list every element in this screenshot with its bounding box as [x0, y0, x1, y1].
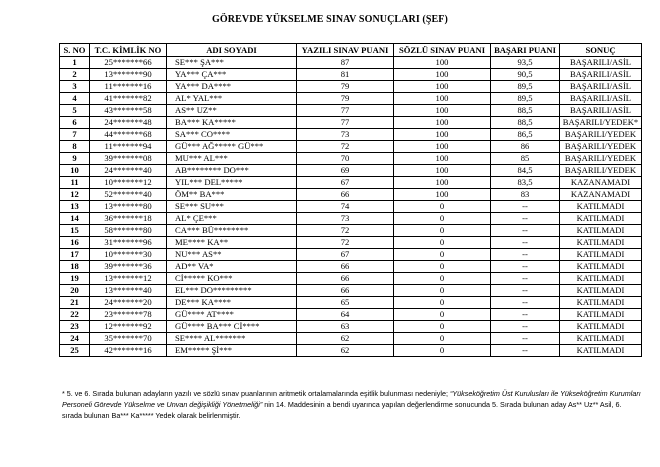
cell-oral-score: 100 — [394, 141, 491, 153]
footnote-text-end: nin 14. Maddesinin a bendi uyarınca yapılan değerlendirme sonucunda 5. Sırada bulunan aday As** Uz** Asil, 6. sırada bulunan Ba*** Ka***** Yedek olarak belirlenmiştir. — [62, 400, 622, 420]
cell-sno: 3 — [60, 81, 90, 93]
cell-success-score: -- — [491, 213, 560, 225]
cell-result: BAŞARILI/YEDEK — [560, 129, 642, 141]
cell-oral-score: 0 — [394, 285, 491, 297]
cell-written-score: 72 — [297, 237, 394, 249]
cell-oral-score: 0 — [394, 273, 491, 285]
cell-tc-no: 39*******36 — [90, 261, 167, 273]
cell-result: BAŞARILI/ASİL — [560, 57, 642, 69]
cell-sno: 17 — [60, 249, 90, 261]
table-row — [60, 201, 642, 213]
cell-sno: 25 — [60, 345, 90, 357]
cell-sno: 13 — [60, 201, 90, 213]
table-row — [60, 237, 642, 249]
cell-result: BAŞARILI/ASİL — [560, 69, 642, 81]
cell-result: BAŞARILI/YEDEK — [560, 141, 642, 153]
cell-tc-no: 23*******78 — [90, 309, 167, 321]
cell-sno: 12 — [60, 189, 90, 201]
cell-oral-score: 0 — [394, 213, 491, 225]
cell-name: DE*** KA**** — [167, 297, 297, 309]
cell-written-score: 77 — [297, 117, 394, 129]
cell-tc-no: 10*******12 — [90, 177, 167, 189]
table-body — [60, 57, 642, 357]
cell-success-score: 86 — [491, 141, 560, 153]
cell-result: KATILMADI — [560, 201, 642, 213]
cell-sno: 20 — [60, 285, 90, 297]
cell-success-score: -- — [491, 201, 560, 213]
cell-oral-score: 100 — [394, 189, 491, 201]
cell-name: AL* YAL*** — [167, 93, 297, 105]
cell-result: KATILMADI — [560, 213, 642, 225]
cell-success-score: 88,5 — [491, 105, 560, 117]
cell-tc-no: 52*******40 — [90, 189, 167, 201]
table-row — [60, 189, 642, 201]
table-row — [60, 285, 642, 297]
cell-name: MU*** AL*** — [167, 153, 297, 165]
cell-written-score: 67 — [297, 177, 394, 189]
cell-success-score: 93,5 — [491, 57, 560, 69]
footnote — [62, 388, 642, 421]
cell-result: BAŞARILI/ASİL — [560, 93, 642, 105]
cell-sno: 24 — [60, 333, 90, 345]
cell-oral-score: 0 — [394, 321, 491, 333]
cell-written-score: 81 — [297, 69, 394, 81]
cell-tc-no: 31*******96 — [90, 237, 167, 249]
header-result: SONUÇ — [560, 44, 642, 57]
table-row — [60, 273, 642, 285]
cell-name: SE*** SU*** — [167, 201, 297, 213]
cell-oral-score: 100 — [394, 69, 491, 81]
cell-result: BAŞARILI/YEDEK — [560, 153, 642, 165]
cell-tc-no: 25*******66 — [90, 57, 167, 69]
cell-sno: 15 — [60, 225, 90, 237]
header-success-score: BAŞARI PUANI — [491, 44, 560, 57]
cell-name: AD** VA* — [167, 261, 297, 273]
header-sno: S. NO — [60, 44, 90, 57]
cell-written-score: 74 — [297, 201, 394, 213]
cell-sno: 1 — [60, 57, 90, 69]
cell-name: YIL*** DEL***** — [167, 177, 297, 189]
cell-name: BA*** KA***** — [167, 117, 297, 129]
cell-sno: 11 — [60, 177, 90, 189]
cell-result: KATILMADI — [560, 225, 642, 237]
cell-result: KATILMADI — [560, 249, 642, 261]
table-row — [60, 225, 642, 237]
cell-written-score: 73 — [297, 129, 394, 141]
cell-name: AL* ÇE*** — [167, 213, 297, 225]
page-title: GÖREVDE YÜKSELME SINAV SONUÇLARI (ŞEF) — [212, 14, 448, 25]
cell-success-score: -- — [491, 249, 560, 261]
cell-success-score: -- — [491, 297, 560, 309]
cell-written-score: 66 — [297, 189, 394, 201]
cell-sno: 10 — [60, 165, 90, 177]
cell-sno: 7 — [60, 129, 90, 141]
cell-written-score: 72 — [297, 225, 394, 237]
cell-result: BAŞARILI/ASİL — [560, 81, 642, 93]
footnote-regulation-title: “Yükseköğretim Üst Kurulusları ile Yükseköğretim Kurumları Personeli Görevde Yükselme ve Unvan değişikliği Yönetmeliği” — [62, 389, 641, 409]
cell-tc-no: 36*******18 — [90, 213, 167, 225]
cell-result: BAŞARILI/YEDEK — [560, 165, 642, 177]
cell-tc-no: 43*******58 — [90, 105, 167, 117]
cell-written-score: 66 — [297, 261, 394, 273]
cell-result: KATILMADI — [560, 333, 642, 345]
table-row — [60, 153, 642, 165]
cell-tc-no: 13*******12 — [90, 273, 167, 285]
cell-success-score: 86,5 — [491, 129, 560, 141]
cell-tc-no: 24*******48 — [90, 117, 167, 129]
table-row — [60, 69, 642, 81]
header-written-score: YAZILI SINAV PUANI — [297, 44, 394, 57]
cell-tc-no: 13*******90 — [90, 69, 167, 81]
table-row — [60, 297, 642, 309]
cell-name: ÖM** BA*** — [167, 189, 297, 201]
cell-oral-score: 100 — [394, 117, 491, 129]
cell-written-score: 72 — [297, 141, 394, 153]
table-row — [60, 309, 642, 321]
results-table — [59, 43, 642, 357]
cell-written-score: 62 — [297, 333, 394, 345]
cell-written-score: 70 — [297, 153, 394, 165]
cell-tc-no: 44*******68 — [90, 129, 167, 141]
cell-result: BAŞARILI/ASİL — [560, 105, 642, 117]
table-row — [60, 321, 642, 333]
cell-sno: 21 — [60, 297, 90, 309]
cell-result: KATILMADI — [560, 345, 642, 357]
cell-sno: 6 — [60, 117, 90, 129]
cell-sno: 18 — [60, 261, 90, 273]
cell-success-score: 84,5 — [491, 165, 560, 177]
cell-oral-score: 0 — [394, 201, 491, 213]
cell-oral-score: 0 — [394, 333, 491, 345]
cell-result: KATILMADI — [560, 297, 642, 309]
cell-result: KATILMADI — [560, 309, 642, 321]
cell-written-score: 77 — [297, 105, 394, 117]
cell-name: GÜ**** BA*** Cİ**** — [167, 321, 297, 333]
table-row — [60, 261, 642, 273]
cell-name: Cİ***** KO*** — [167, 273, 297, 285]
cell-success-score: -- — [491, 333, 560, 345]
cell-written-score: 64 — [297, 309, 394, 321]
cell-oral-score: 100 — [394, 177, 491, 189]
cell-success-score: -- — [491, 309, 560, 321]
cell-sno: 23 — [60, 321, 90, 333]
cell-sno: 8 — [60, 141, 90, 153]
table-row — [60, 81, 642, 93]
footnote-text: * 5. ve 6. Sırada bulunan adayların yazılı ve sözlü sınav puanlarının aritmetik ortalamalarında eşitlik bulunması nedeniyle; — [62, 389, 448, 398]
cell-written-score: 69 — [297, 165, 394, 177]
cell-name: SE*** ŞA*** — [167, 57, 297, 69]
cell-result: KATILMADI — [560, 273, 642, 285]
cell-success-score: -- — [491, 237, 560, 249]
cell-oral-score: 100 — [394, 81, 491, 93]
cell-tc-no: 24*******20 — [90, 297, 167, 309]
cell-tc-no: 42*******16 — [90, 345, 167, 357]
cell-success-score: -- — [491, 261, 560, 273]
cell-oral-score: 0 — [394, 309, 491, 321]
cell-tc-no: 11*******94 — [90, 141, 167, 153]
cell-success-score: 89,5 — [491, 81, 560, 93]
cell-success-score: 85 — [491, 153, 560, 165]
table-row — [60, 141, 642, 153]
cell-name: EM***** Şİ*** — [167, 345, 297, 357]
cell-written-score: 79 — [297, 81, 394, 93]
cell-tc-no: 58*******80 — [90, 225, 167, 237]
cell-oral-score: 0 — [394, 345, 491, 357]
cell-result: KATILMADI — [560, 285, 642, 297]
cell-oral-score: 0 — [394, 237, 491, 249]
cell-name: ME**** KA** — [167, 237, 297, 249]
cell-sno: 22 — [60, 309, 90, 321]
cell-name: AB******** DO*** — [167, 165, 297, 177]
cell-result: BAŞARILI/YEDEK* — [560, 117, 642, 129]
cell-sno: 9 — [60, 153, 90, 165]
cell-result: KATILMADI — [560, 261, 642, 273]
cell-oral-score: 100 — [394, 105, 491, 117]
cell-written-score: 66 — [297, 273, 394, 285]
cell-name: GÜ**** AT**** — [167, 309, 297, 321]
cell-result: KATILMADI — [560, 237, 642, 249]
cell-tc-no: 13*******40 — [90, 285, 167, 297]
table-row — [60, 333, 642, 345]
cell-name: SE**** AL******* — [167, 333, 297, 345]
cell-written-score: 67 — [297, 249, 394, 261]
cell-name: NU*** AS** — [167, 249, 297, 261]
cell-written-score: 66 — [297, 285, 394, 297]
table-row — [60, 105, 642, 117]
cell-sno: 2 — [60, 69, 90, 81]
cell-name: EL*** DO********* — [167, 285, 297, 297]
cell-oral-score: 0 — [394, 261, 491, 273]
cell-name: YA*** ÇA*** — [167, 69, 297, 81]
cell-written-score: 87 — [297, 57, 394, 69]
cell-result: KAZANAMADI — [560, 189, 642, 201]
cell-success-score: -- — [491, 345, 560, 357]
cell-success-score: 90,5 — [491, 69, 560, 81]
table-row — [60, 117, 642, 129]
cell-written-score: 79 — [297, 93, 394, 105]
cell-written-score: 73 — [297, 213, 394, 225]
cell-tc-no: 10*******30 — [90, 249, 167, 261]
cell-name: GÜ*** AĞ***** GÜ*** — [167, 141, 297, 153]
cell-result: KATILMADI — [560, 321, 642, 333]
cell-oral-score: 0 — [394, 297, 491, 309]
table-row — [60, 93, 642, 105]
cell-oral-score: 0 — [394, 225, 491, 237]
cell-success-score: 89,5 — [491, 93, 560, 105]
header-name: ADI SOYADI — [167, 44, 297, 57]
table-row — [60, 57, 642, 69]
cell-tc-no: 24*******40 — [90, 165, 167, 177]
cell-success-score: -- — [491, 321, 560, 333]
cell-tc-no: 41*******82 — [90, 93, 167, 105]
table-row — [60, 177, 642, 189]
cell-sno: 14 — [60, 213, 90, 225]
cell-oral-score: 0 — [394, 249, 491, 261]
table-row — [60, 345, 642, 357]
table-row — [60, 165, 642, 177]
cell-tc-no: 35*******70 — [90, 333, 167, 345]
table-row — [60, 213, 642, 225]
cell-success-score: 83,5 — [491, 177, 560, 189]
cell-written-score: 62 — [297, 345, 394, 357]
cell-tc-no: 39*******08 — [90, 153, 167, 165]
cell-written-score: 65 — [297, 297, 394, 309]
cell-success-score: -- — [491, 285, 560, 297]
cell-oral-score: 100 — [394, 165, 491, 177]
cell-sno: 16 — [60, 237, 90, 249]
header-row — [60, 44, 642, 57]
cell-result: KAZANAMADI — [560, 177, 642, 189]
cell-success-score: -- — [491, 225, 560, 237]
header-oral-score: SÖZLÜ SINAV PUANI — [394, 44, 491, 57]
table-row — [60, 129, 642, 141]
cell-success-score: 88,5 — [491, 117, 560, 129]
cell-written-score: 63 — [297, 321, 394, 333]
cell-success-score: -- — [491, 273, 560, 285]
cell-tc-no: 12*******92 — [90, 321, 167, 333]
cell-oral-score: 100 — [394, 129, 491, 141]
cell-tc-no: 13*******80 — [90, 201, 167, 213]
cell-name: AS** UZ** — [167, 105, 297, 117]
cell-name: YA*** DA**** — [167, 81, 297, 93]
cell-sno: 5 — [60, 105, 90, 117]
cell-sno: 4 — [60, 93, 90, 105]
cell-oral-score: 100 — [394, 57, 491, 69]
cell-name: SA*** CO**** — [167, 129, 297, 141]
table-row — [60, 249, 642, 261]
cell-name: CA*** BÜ******** — [167, 225, 297, 237]
header-tc-no: T.C. KİMLİK NO — [90, 44, 167, 57]
cell-oral-score: 100 — [394, 153, 491, 165]
cell-oral-score: 100 — [394, 93, 491, 105]
cell-sno: 19 — [60, 273, 90, 285]
cell-success-score: 83 — [491, 189, 560, 201]
cell-tc-no: 11*******16 — [90, 81, 167, 93]
